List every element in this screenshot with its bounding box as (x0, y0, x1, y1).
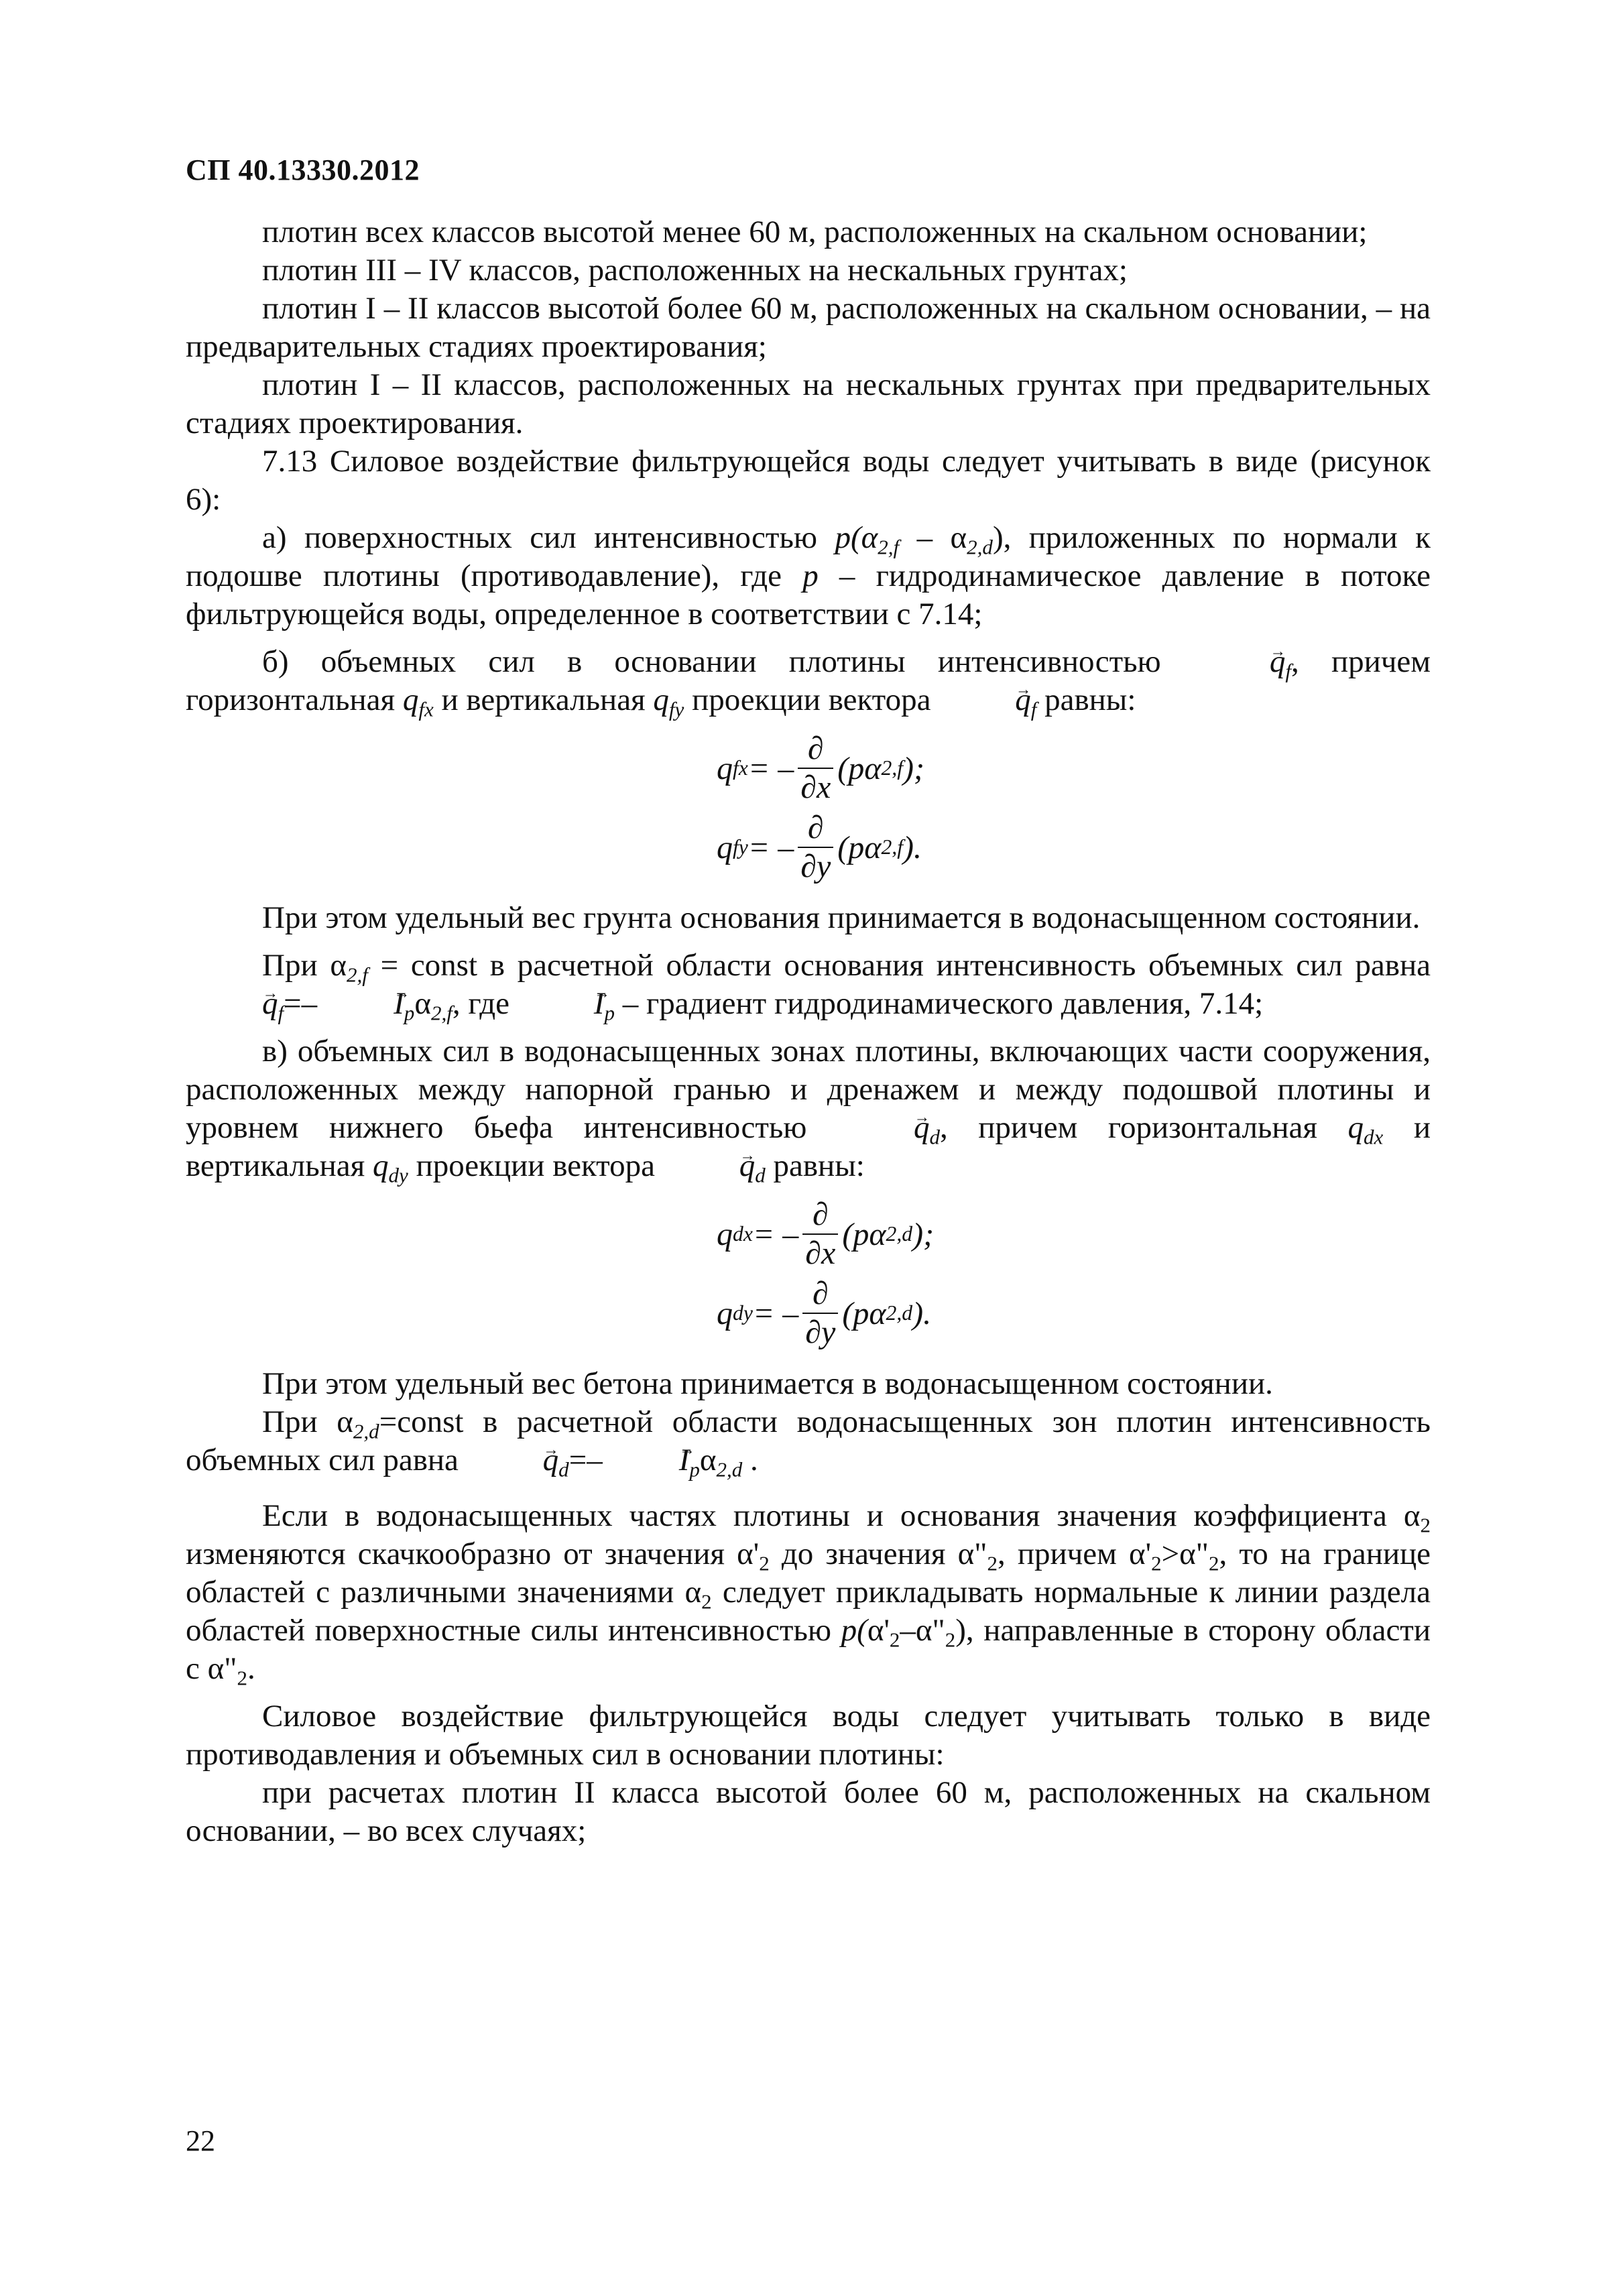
text-run: , то на границе областей с различными значениями (186, 1536, 1431, 1610)
math-subscript: 2,d (716, 1457, 743, 1482)
paragraph-list-item-2: плотин III – IV классов, расположенных на нескальных грунтах; (262, 253, 1128, 288)
math-subscript: f (1030, 697, 1037, 721)
vector-q: → q (186, 985, 278, 1023)
formula-block-d (186, 1195, 1431, 1353)
vector-q: → q (663, 1147, 756, 1185)
text-run: б) объемных сил в основании плотины интенсивностью (262, 644, 1193, 679)
math-subscript: 2,d (353, 1419, 379, 1443)
vector-I: → I (518, 985, 605, 1023)
math-alpha: α (330, 948, 347, 983)
fraction-denominator: ∂x (798, 768, 833, 804)
partial-fraction (798, 812, 833, 883)
text-run: =const в расчетной области водонасыщенных зон плотин интенсивность объемных сил равна (186, 1404, 1431, 1477)
document-body (186, 213, 1431, 1850)
math-op: = – (747, 750, 794, 786)
formula-block-f (186, 729, 1431, 887)
math-subscript: d (929, 1125, 940, 1149)
paragraph-list-item-3: плотин I – II классов высотой более 60 м, расположенных на скальном основании, – на предварительных стадиях проектирования; (186, 291, 1431, 364)
math-subscript: 2 (237, 1666, 247, 1690)
text-run: в) объемных сил в водонасыщенных зонах плотины, включающих части сооружения, расположенных между напорной гранью и дренажем и между подошвой плотины и уровнем нижнего бьефа интенсивностью (186, 1034, 1431, 1145)
text-run: , причем горизонтальная (186, 644, 1431, 717)
math-subscript: 2 (701, 1589, 712, 1614)
math-alpha: α (414, 986, 431, 1021)
math-subscript: dx (1364, 1125, 1384, 1149)
math-op: ). (903, 829, 922, 865)
math-alpha: α (867, 1613, 884, 1648)
partial-fraction (798, 733, 833, 804)
text-run: , приложенных по нормали к подошве плотины (противодавление), где (186, 520, 1431, 593)
math-var: q (373, 1148, 389, 1183)
fraction-numerator: ∂ (812, 1276, 829, 1311)
math-subscript: 2 (759, 1551, 770, 1575)
math-var: q (653, 682, 669, 717)
math-op: ) (992, 520, 1004, 555)
paragraph-alpha-jump (186, 1497, 1431, 1688)
math-expr: (pα (837, 829, 882, 865)
paragraph-const-alpha-d (186, 1403, 1431, 1482)
math-subscript: d (558, 1457, 569, 1482)
paragraph-list-item-1: плотин всех классов высотой менее 60 м, расположенных на скальном основании; (262, 215, 1368, 249)
fraction-denominator: ∂y (802, 1313, 838, 1349)
formula-qfx: q fx = – $\frac{\partial}{\partial x}$ (pα 2,f ); (717, 731, 924, 805)
math-var: p (802, 558, 819, 593)
math-op: > (1161, 1536, 1180, 1571)
paragraph-item-a (186, 519, 1431, 633)
text-run: При (262, 1404, 337, 1439)
math-var: p( (841, 1613, 867, 1648)
math-prime: ' (753, 1536, 760, 1571)
text-run: – градиент гидродинамического давления, 7.14; (614, 986, 1264, 1021)
text-run: При (262, 948, 330, 983)
text-run: проекции вектора (408, 1148, 663, 1183)
math-prime: " (974, 1536, 987, 1571)
paragraph-item-b (186, 643, 1431, 719)
text-run: Если в водонасыщенных частях плотины и основания значения коэффициента (262, 1498, 1404, 1533)
math-op: ); (903, 750, 924, 786)
vector-q: → q (467, 1441, 559, 1479)
text-run: и вертикальная (433, 682, 654, 717)
math-prime: ' (1145, 1536, 1152, 1571)
math-subscript: 2 (1208, 1551, 1219, 1575)
math-prime: " (224, 1651, 237, 1686)
math-subscript: f (1285, 659, 1291, 683)
vector-q: → q (837, 1109, 930, 1147)
fraction-numerator: ∂ (812, 1197, 829, 1232)
fraction-denominator: ∂x (802, 1233, 838, 1270)
math-subscript: d (755, 1163, 766, 1187)
math-var: q (717, 750, 733, 786)
math-prime: ' (884, 1613, 890, 1648)
vector-q: → q (1193, 643, 1286, 681)
math-subscript: fx (418, 697, 434, 721)
fraction-numerator: ∂ (807, 810, 824, 845)
math-subscript: fy (668, 697, 684, 721)
fraction-denominator: ∂y (798, 847, 833, 883)
paragraph-class-ii-calc: при расчетах плотин II класса высотой более 60 м, расположенных на скальном основании, – во всех случаях; (186, 1775, 1431, 1848)
math-expr: (pα (842, 1295, 886, 1331)
math-op: – (900, 1613, 916, 1648)
text-run: проекции вектора (684, 682, 939, 717)
math-prime: " (1195, 1536, 1209, 1571)
vector-q: → q (939, 681, 1031, 719)
math-subscript: 2 (889, 1628, 900, 1652)
vector-I: → I (603, 1441, 690, 1479)
math-alpha: α (1403, 1498, 1421, 1533)
text-run: . (742, 1443, 758, 1477)
text-run: изменяются скачкообразно от значения (186, 1536, 737, 1571)
text-run: и вертикальная (186, 1110, 1431, 1183)
formula-qdx: q dx = – $\frac{\partial}{\partial x}$ (pα 2,d ); (717, 1197, 935, 1271)
text-run: , причем (997, 1536, 1130, 1571)
paragraph-clause-7-13: 7.13 Силовое воздействие фильтрующейся воды следует учитывать в виде (рисунок 6): (186, 444, 1431, 517)
math-subscript: 2 (1151, 1551, 1162, 1575)
math-alpha: α (699, 1443, 717, 1477)
vector-I: → I (317, 985, 404, 1023)
partial-fraction (802, 1278, 838, 1349)
text-run: а) поверхностных сил интенсивностью (262, 520, 835, 555)
text-run: , где (452, 986, 518, 1021)
math-op: =– (568, 1443, 603, 1477)
math-subscript: p (689, 1457, 700, 1482)
text-run: равны: (765, 1148, 865, 1183)
math-var: q (717, 1216, 733, 1252)
text-run: – гидродинамическое давление в потоке фильтрующейся воды, определенное в соответствии с 7.14; (186, 558, 1431, 631)
math-alpha: α (1129, 1536, 1146, 1571)
math-op: ). (912, 1295, 932, 1331)
math-subscript: 2,f (430, 1001, 453, 1025)
math-prime: " (932, 1613, 945, 1648)
math-var: p(α (835, 520, 878, 555)
math-expr: (pα (842, 1216, 886, 1252)
math-alpha: α (737, 1536, 754, 1571)
math-subscript: 2,f (346, 963, 368, 987)
math-subscript: p (604, 1001, 615, 1025)
paragraph-const-alpha-f (186, 947, 1431, 1023)
formula-qfy: q fy = – $\frac{\partial}{\partial y}$ (pα 2,f ). (717, 810, 922, 884)
text-run: до значения (769, 1536, 958, 1571)
partial-fraction (802, 1199, 838, 1270)
math-subscript: 2,f (878, 535, 900, 559)
text-run: , направленные в сторону области с (186, 1613, 1431, 1686)
math-subscript: f (278, 1001, 284, 1025)
math-subscript: p (404, 1001, 415, 1025)
math-subscript: 2 (945, 1628, 956, 1652)
math-op: = – (747, 829, 794, 865)
math-op: =– (284, 986, 318, 1021)
math-alpha: α (207, 1651, 225, 1686)
fraction-numerator: ∂ (807, 731, 824, 766)
math-alpha: α (684, 1575, 702, 1610)
math-expr: (pα (837, 750, 882, 786)
math-alpha: α (1179, 1536, 1196, 1571)
math-var: q (1347, 1110, 1364, 1145)
text-run: . (247, 1651, 255, 1686)
document-code-header: СП 40.13330.2012 (186, 154, 420, 186)
text-run: , причем горизонтальная (939, 1110, 1348, 1145)
math-subscript: 2 (987, 1551, 998, 1575)
text-run: = const в расчетной области основания интенсивность объемных сил равна (367, 948, 1431, 983)
math-subscript: dy (388, 1163, 408, 1187)
math-op: = – (752, 1216, 799, 1252)
paragraph-soil-weight: При этом удельный вес грунта основания принимается в водонасыщенном состоянии. (262, 900, 1421, 935)
math-subscript: 2 (1420, 1513, 1431, 1537)
text-run: следует прикладывать нормальные к линии раздела областей поверхностные силы интенсивностью (186, 1575, 1431, 1648)
text-run: равны: (1036, 682, 1136, 717)
math-var: q (717, 1295, 733, 1331)
math-subscript: 2,d (967, 535, 993, 559)
paragraph-filtration-only: Силовое воздействие фильтрующейся воды следует учитывать только в виде противодавления и объемных сил в основании плотины: (186, 1699, 1431, 1772)
paragraph-item-v (186, 1032, 1431, 1185)
math-op: = – (752, 1295, 799, 1331)
paragraph-concrete-weight: При этом удельный вес бетона принимается в водонасыщенном состоянии. (262, 1366, 1273, 1401)
math-var: q (717, 829, 733, 865)
math-op: – α (899, 520, 967, 555)
page-number: 22 (186, 2124, 215, 2157)
formula-qdy: q dy = – $\frac{\partial}{\partial y}$ (pα 2,d ). (717, 1276, 932, 1350)
paragraph-list-item-4: плотин I – II классов, расположенных на нескальных грунтах при предварительных стадиях проектирования. (186, 367, 1431, 440)
math-op: ) (955, 1613, 966, 1648)
math-op: ); (912, 1216, 935, 1252)
math-alpha: α (337, 1404, 353, 1439)
math-alpha: α (915, 1613, 933, 1648)
math-alpha: α (957, 1536, 975, 1571)
math-var: q (402, 682, 419, 717)
